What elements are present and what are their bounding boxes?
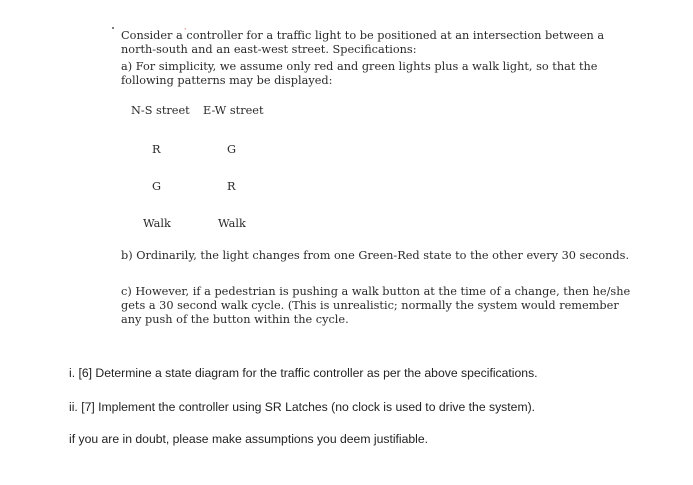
table-cell: Walk (143, 217, 171, 230)
header-ew: E-W street (203, 104, 264, 117)
table-cell: R (227, 180, 236, 193)
spec-c-line-2: gets a 30 second walk cycle. (This is unrealistic; normally the system would remember (121, 299, 619, 312)
header-ns: N-S street (131, 104, 190, 117)
intro-line-4: following patterns may be displayed: (121, 74, 333, 87)
question-1: i. [6] Determine a state diagram for the traffic controller as per the above specifications. (69, 366, 538, 380)
spec-c-line-3: any push of the button within the cycle. (121, 313, 349, 326)
table-cell: Walk (218, 217, 246, 230)
table-cell: R (152, 143, 161, 156)
intro-line-1: Consider a controller for a traffic light to be positioned at an intersection between a (121, 29, 605, 42)
intro-line-2: north-south and an east-west street. Specifications: (121, 43, 417, 56)
spec-c-line-1: c) However, if a pedestrian is pushing a walk button at the time of a change, then he/she (121, 285, 631, 298)
bullet-dot (112, 27, 114, 29)
question-2: ii. [7] Implement the controller using SR Latches (no clock is used to drive the system). (69, 400, 536, 414)
table-cell: G (227, 143, 237, 156)
assumption-note: if you are in doubt, please make assumptions you deem justifiable. (69, 432, 429, 446)
annotation-mark: ˯ (184, 21, 187, 30)
spec-b-line: b) Ordinarily, the light changes from one Green-Red state to the other every 30 seconds. (121, 249, 630, 262)
intro-line-3: a) For simplicity, we assume only red and green lights plus a walk light, so that the (121, 60, 598, 73)
table-cell: G (152, 180, 162, 193)
